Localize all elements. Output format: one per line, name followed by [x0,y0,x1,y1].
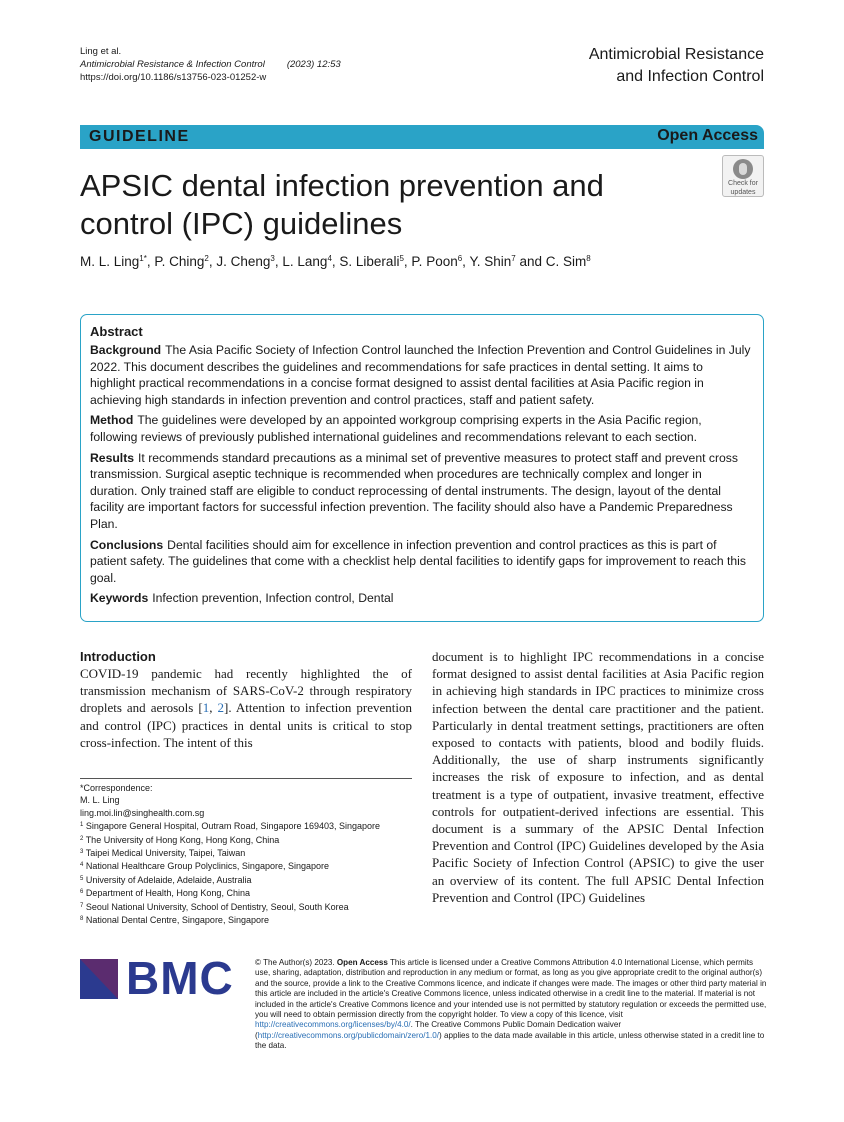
running-year: (2023) 12:53 [286,59,341,70]
method-text: The guidelines were developed by an appointed workgroup comprising experts in the Asia Pacific region, following reviews of previously published international guidelines and recommendations relevant to each section. [90,413,702,444]
background-label: Background [90,343,162,357]
citation-link[interactable]: 1 [202,700,210,716]
affiliation-text: Taipei Medical University, Taipei, Taiwan [85,848,246,859]
affiliation-text: Department of Health, Hong Kong, China [85,888,250,899]
body-right-column: document is to highlight IPC recommendations in a concise format designed to assist dental facilities at Asia Pacific region in achieving high standards in IPC practices to minimize cross infection between the dental care practitioner and the patient. Particularly in dental treatment settings, practitioners are often exposed to contacts with patients, blood and bodily fluids. Additionally, the use of sharp instruments significantly increases the risk of exposure to infection, and as dental treatment is a type of outpatient, invasive treatment, effective controls for outpatient-derived infections are essential. This document is a summary of the APSIC Dental Infection Prevention and Control (IPC) Guidelines developed by the Asia Pacific Society of Infection Control (APSIC) to give the user an overview of its content. The full APSIC Dental Infection Prevention and Control (IPC) Guidelines [432,649,764,905]
license-open-access: Open Access [336,958,388,967]
keywords-text: Infection prevention, Infection control, Dental [152,591,394,606]
affiliation-item [80,846,420,859]
article-type: GUIDELINE [89,128,190,145]
affiliation-item [80,819,420,832]
open-access-label: Open Access [657,127,758,144]
license-part1: © The Author(s) 2023. [255,958,337,967]
abstract-keywords [90,590,751,607]
method-label: Method [90,413,134,428]
affiliation-text: University of Adelaide, Adelaide, Australia [85,874,252,885]
author: S. Liberali [339,254,400,269]
bmc-logo-text: BMC [126,952,234,1004]
affiliation-number: 6 [80,889,84,896]
abstract-background [90,342,751,408]
results-label: Results [90,450,135,465]
author: M. L. Ling [80,254,140,269]
background-text: The Asia Pacific Society of Infection Control launched the Infection Prevention and Control Guidelines in July 2022. This document describes the guidelines and recommendations for safe practices in dental setting. It aims to highlight practical recommendations in a concise format designed to assist dental facilities at Asia Pacific region in achieving high standards in infection prevention and control practices, staff and patient safety. [90,343,751,407]
affiliation-text: National Dental Centre, Singapore, Singapore [85,915,269,926]
author-affiliation: 4 [327,254,332,263]
abstract-results [90,450,751,533]
running-authors: Ling et al. [80,46,122,57]
affiliation-number: 4 [80,862,84,869]
affiliation-number: 5 [80,875,84,882]
running-journal: Antimicrobial Resistance & Infection Control [80,59,265,70]
license-link-cc0[interactable]: http://creativecommons.org/publicdomain/zero/1.0/ [257,1030,440,1040]
doi-link[interactable]: https://doi.org/10.1186/s13756-023-01252-w [80,72,267,83]
keywords-label: Keywords [90,591,149,606]
affiliation-text: The University of Hong Kong, Hong Kong, China [85,834,280,845]
conclusions-label: Conclusions [90,537,164,552]
license-part4: ) applies to the data made available in this article, unless otherwise stated in a credit line to the data. [255,1030,765,1051]
license-link-cc-by[interactable]: http://creativecommons.org/licenses/by/4.0/ [255,1020,411,1030]
check-updates-line2: updates [730,188,756,196]
author-affiliation: 1* [139,254,147,263]
abstract-box [80,314,764,622]
journal-name [504,44,764,88]
correspondence-email[interactable]: ling.moi.lin@singhealth.com.sg [80,807,205,818]
correspondence-notes [80,782,420,926]
affiliation-item [80,833,420,846]
abstract-method [90,412,751,445]
author: P. Poon [411,254,458,269]
intro-text-a: COVID-19 pandemic had recently highlighted the of transmission mechanism of SARS-CoV-2 through respiratory droplets and aerosols [ [80,666,412,716]
journal-name-line1: Antimicrobial Resistance [588,46,764,63]
author: P. Ching [154,254,205,269]
article-type-banner [80,125,764,149]
author: C. Sim [545,254,587,269]
body-left-column [80,648,412,751]
affiliation-item [80,913,420,926]
check-updates-line1: Check for [728,180,758,187]
affiliation-item [80,886,420,899]
introduction-heading: Introduction [80,649,156,664]
affiliation-number: 3 [80,849,84,856]
introduction-paragraph: COVID-19 pandemic had recently highlighted the of transmission mechanism of SARS-CoV-2 through respiratory droplets and aerosols [1, 2]. Attention to infection prevention and control (IPC) practices in dental units is critical to stop cross-infection. The intent of this [80,666,412,750]
author: Y. Shin [469,254,512,269]
author-list: M. L. Ling$^{1*}$, P. Ching$^2$, J. Cheng$^3$, L. Lang$^4$, S. Liberali$^5$, P. Poon$^6$, Y. Shin$^7$ and C. Sim$^8$ [80,254,591,269]
results-text: It recommends standard precautions as a minimal set of preventive measures to protect staff and prevent cross transmission. Surgical aseptic technique is recommended when procedures are technically complex and longer in duration. Only trained staff are eligible to conduct reprocessing of dental instruments. The design, layout of the dental facility are important factors for successful infection prevention. The facility should also have a Pandemic Preparedness Plan. [90,450,738,531]
abstract-conclusions [90,537,751,587]
affiliation-item [80,859,420,872]
author-affiliation: 7 [511,254,516,263]
correspondence-name: M. L. Ling [80,795,120,806]
affiliation-number: 7 [80,902,84,909]
author-affiliation: 8 [586,254,591,263]
bmc-logo-icon [80,959,118,999]
abstract-heading: Abstract [90,324,143,339]
journal-name-line2: and Infection Control [616,68,764,85]
bookmark-icon [733,159,753,179]
affiliation-number: 8 [80,916,84,923]
author: J. Cheng [216,254,271,269]
author-affiliation: 6 [457,254,463,263]
affiliation-text: Seoul National University, School of Dentistry, Seoul, South Korea [85,901,349,912]
affiliation-text: Singapore General Hospital, Outram Road, Singapore 169403, Singapore [85,821,381,832]
conclusions-text: Dental facilities should aim for excellence in infection prevention and control practices as this is part of patient safety. The guidelines that come with a checklist help dental facilities to identify gaps for improvement to reach this goal. [90,537,746,585]
author-affiliation: 5 [399,254,404,263]
affiliation-text: National Healthcare Group Polyclinics, Singapore, Singapore [85,861,329,872]
affiliation-number: 1 [80,822,84,829]
author: L. Lang [282,254,328,269]
affiliation-item [80,900,420,913]
article-title: APSIC dental infection prevention and control (IPC) guidelines [80,168,604,241]
license-part3: . The Creative Commons Public Domain Dedication waiver ( [255,1020,622,1040]
citation-link[interactable]: 2 [217,700,224,716]
correspondence-label: *Correspondence: [80,783,153,793]
intro-text-b: ]. Attention to infection prevention and control (IPC) practices in dental units is critical to stop cross-infection. The intent of this [80,700,412,750]
author-affiliation: 2 [204,254,209,263]
check-for-updates-badge[interactable] [722,155,764,197]
bmc-logo [80,952,240,1004]
footnote-divider [80,778,412,779]
affiliation-item [80,873,420,886]
author-affiliation: 3 [270,254,275,263]
license-text [255,958,767,1052]
license-part2: This article is licensed under a Creative Commons Attribution 4.0 International License, which permits use, sharing, adaptation, distribution and reproduction in any medium or format, as long as you give appropriate credit to the original author(s) and the source, provide a link to the Creative Commons licence, and indicate if changes were made. The images or other third party material in this article are included in the article's Creative Commons licence, unless indicated otherwise in a credit line to the material. If material is not included in the article's Creative Commons licence and your intended use is not permitted by statutory regulation or exceeds the permitted use, you will need to obtain permission directly from the copyright holder. To view a copy of this licence, visit [255,958,767,1020]
running-header [80,45,341,84]
affiliation-number: 2 [80,835,84,842]
